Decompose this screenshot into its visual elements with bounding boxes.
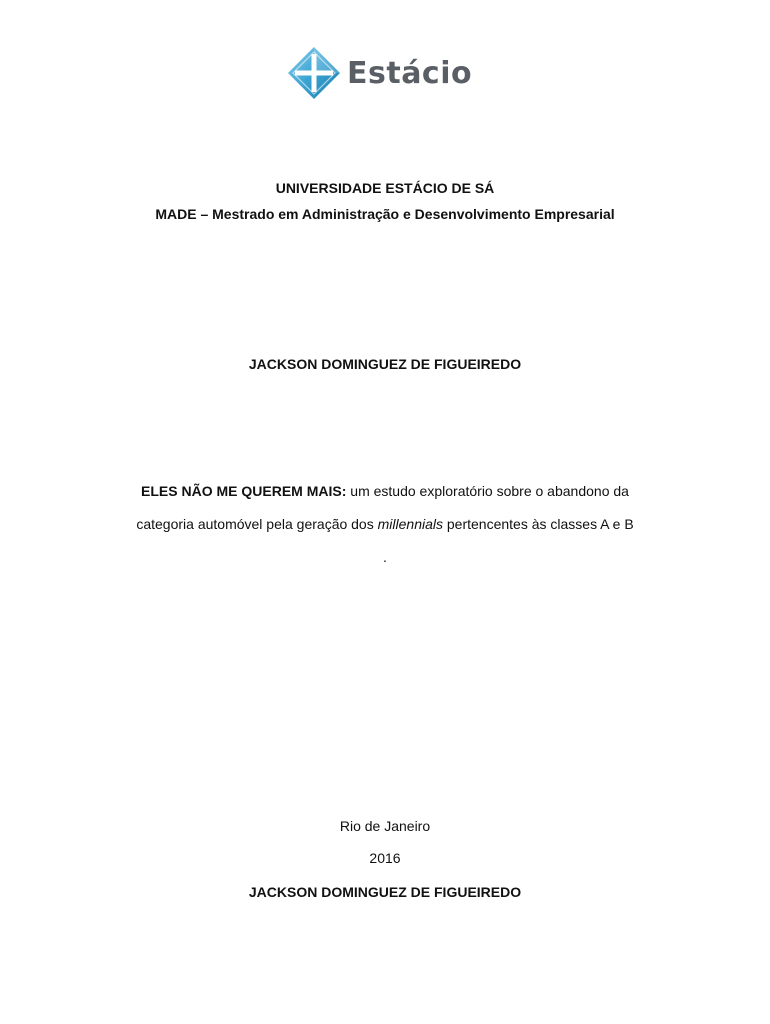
year: 2016 — [369, 850, 401, 866]
thesis-title-line1-rest: um estudo exploratório sobre o abandono da — [346, 483, 629, 499]
thesis-title-line-1 — [0, 482, 770, 500]
author-name: JACKSON DOMINGUEZ DE FIGUEIREDO — [248, 356, 522, 372]
logo-text: Estácio — [347, 55, 473, 91]
author-name-repeat: JACKSON DOMINGUEZ DE FIGUEIREDO — [248, 884, 522, 900]
program-name: MADE – Mestrado em Administração e Desenvolvimento Empresarial — [155, 206, 615, 222]
thesis-title-italic: millennials — [377, 516, 443, 532]
thesis-title-bold: ELES NÃO ME QUEREM MAIS: — [141, 483, 347, 499]
thesis-title-line2-end: pertencentes às classes A e B — [442, 516, 634, 532]
place: Rio de Janeiro — [339, 818, 431, 834]
thesis-title-line2-start: categoria automóvel pela geração dos — [136, 516, 378, 532]
estacio-logo — [287, 46, 472, 100]
thesis-title-trailing-dot: . — [383, 549, 387, 565]
thesis-title-line-2 — [0, 515, 770, 533]
estacio-diamond-logo-icon — [287, 46, 341, 100]
institution-name: UNIVERSIDADE ESTÁCIO DE SÁ — [275, 180, 495, 196]
